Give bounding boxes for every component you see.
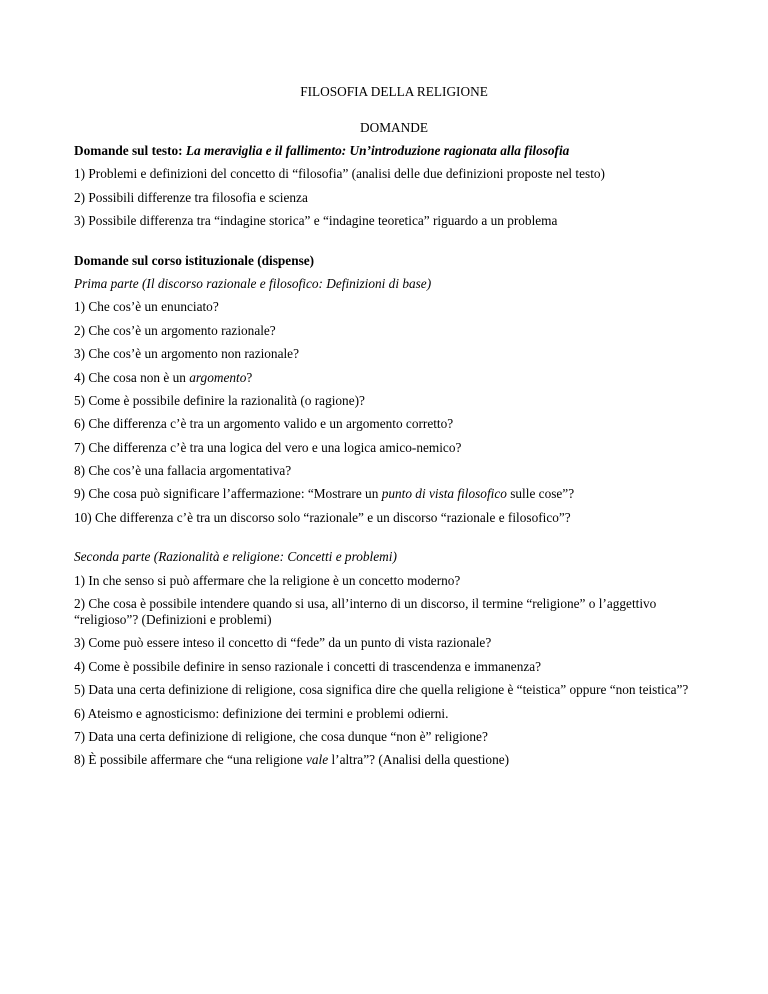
section1-heading: [74, 143, 714, 159]
question-item: 2) Possibili differenze tra filosofia e scienza: [74, 189, 308, 205]
question-item: 2) Che cosa è possibile intendere quando si usa, all’interno di un discorso, il termine “religione” o l’aggettivo “religioso”? (Definizioni e problemi): [74, 596, 657, 628]
question-item: 7) Data una certa definizione di religione, che cosa dunque “non è” religione?: [74, 728, 488, 744]
question-item: 3) Come può essere inteso il concetto di “fede” da un punto di vista razionale?: [74, 635, 492, 651]
question-item: 10) Che differenza c’è tra un discorso solo “razionale” e un discorso “razionale e filosofico”?: [74, 509, 571, 525]
question-item: 2) Che cos’è un argomento razionale?: [74, 322, 276, 338]
question-item: [74, 370, 714, 386]
question-item: 6) Ateismo e agnosticismo: definizione dei termini e problemi odierni.: [74, 705, 449, 721]
question-text: l’altra”? (Analisi della questione): [328, 752, 510, 768]
question-emphasis: vale: [305, 752, 329, 768]
section1-question-list: [74, 166, 714, 229]
part2-question-list: [74, 573, 714, 769]
question-item: 1) Problemi e definizioni del concetto di “filosofia” (analisi delle due definizioni proposte nel testo): [74, 166, 605, 182]
document-title: FILOSOFIA DELLA RELIGIONE: [300, 84, 488, 99]
question-item: [74, 752, 714, 768]
document-subtitle: DOMANDE: [360, 120, 428, 135]
question-item: 8) Che cos’è una fallacia argomentativa?: [74, 463, 292, 479]
question-text: sulle cose”?: [506, 486, 575, 502]
section1-heading-prefix: Domande sul testo:: [74, 143, 186, 158]
question-item: 1) Che cos’è un enunciato?: [74, 299, 219, 315]
question-item: 1) In che senso si può affermare che la religione è un concetto moderno?: [74, 572, 461, 588]
question-item: 4) Come è possibile definire in senso razionale i concetti di trascendenza e immanenza?: [74, 658, 542, 674]
document-page: [74, 84, 714, 776]
part1-question-list: [74, 299, 714, 526]
question-item: 5) Come è possibile definire la razionalità (o ragione)?: [74, 392, 365, 408]
question-text: 4) Che cosa non è un: [74, 369, 190, 385]
question-item: 3) Possibile differenza tra “indagine storica” e “indagine teoretica” riguardo a un problema: [74, 213, 558, 229]
section-spacer: [74, 237, 714, 253]
part1-title: Prima parte (Il discorso razionale e filosofico: Definizioni di base): [74, 275, 432, 291]
question-item: 6) Che differenza c’è tra un argomento valido e un argomento corretto?: [74, 416, 454, 432]
section1-heading-book: La meraviglia e il fallimento: Un’introduzione ragionata alla filosofia: [185, 143, 570, 158]
section-spacer: [74, 533, 714, 549]
question-item: 5) Data una certa definizione di religione, cosa significa dire che quella religione è “teistica” oppure “non teistica”?: [74, 682, 689, 698]
question-emphasis: punto di vista filosofico: [381, 486, 507, 502]
question-text: 9) Che cosa può significare l’affermazione: “Mostrare un: [74, 486, 382, 502]
part2-title: Seconda parte (Razionalità e religione: Concetti e problemi): [74, 549, 397, 565]
question-item: 3) Che cos’è un argomento non razionale?: [74, 346, 299, 362]
section2-heading: Domande sul corso istituzionale (dispense): [74, 252, 315, 268]
question-text: 8) È possibile affermare che “una religione: [74, 752, 306, 768]
question-text: ?: [246, 369, 253, 385]
question-item: 7) Che differenza c’è tra una logica del vero e una logica amico-nemico?: [74, 439, 462, 455]
question-emphasis: argomento: [189, 369, 247, 385]
question-item: [74, 486, 714, 502]
